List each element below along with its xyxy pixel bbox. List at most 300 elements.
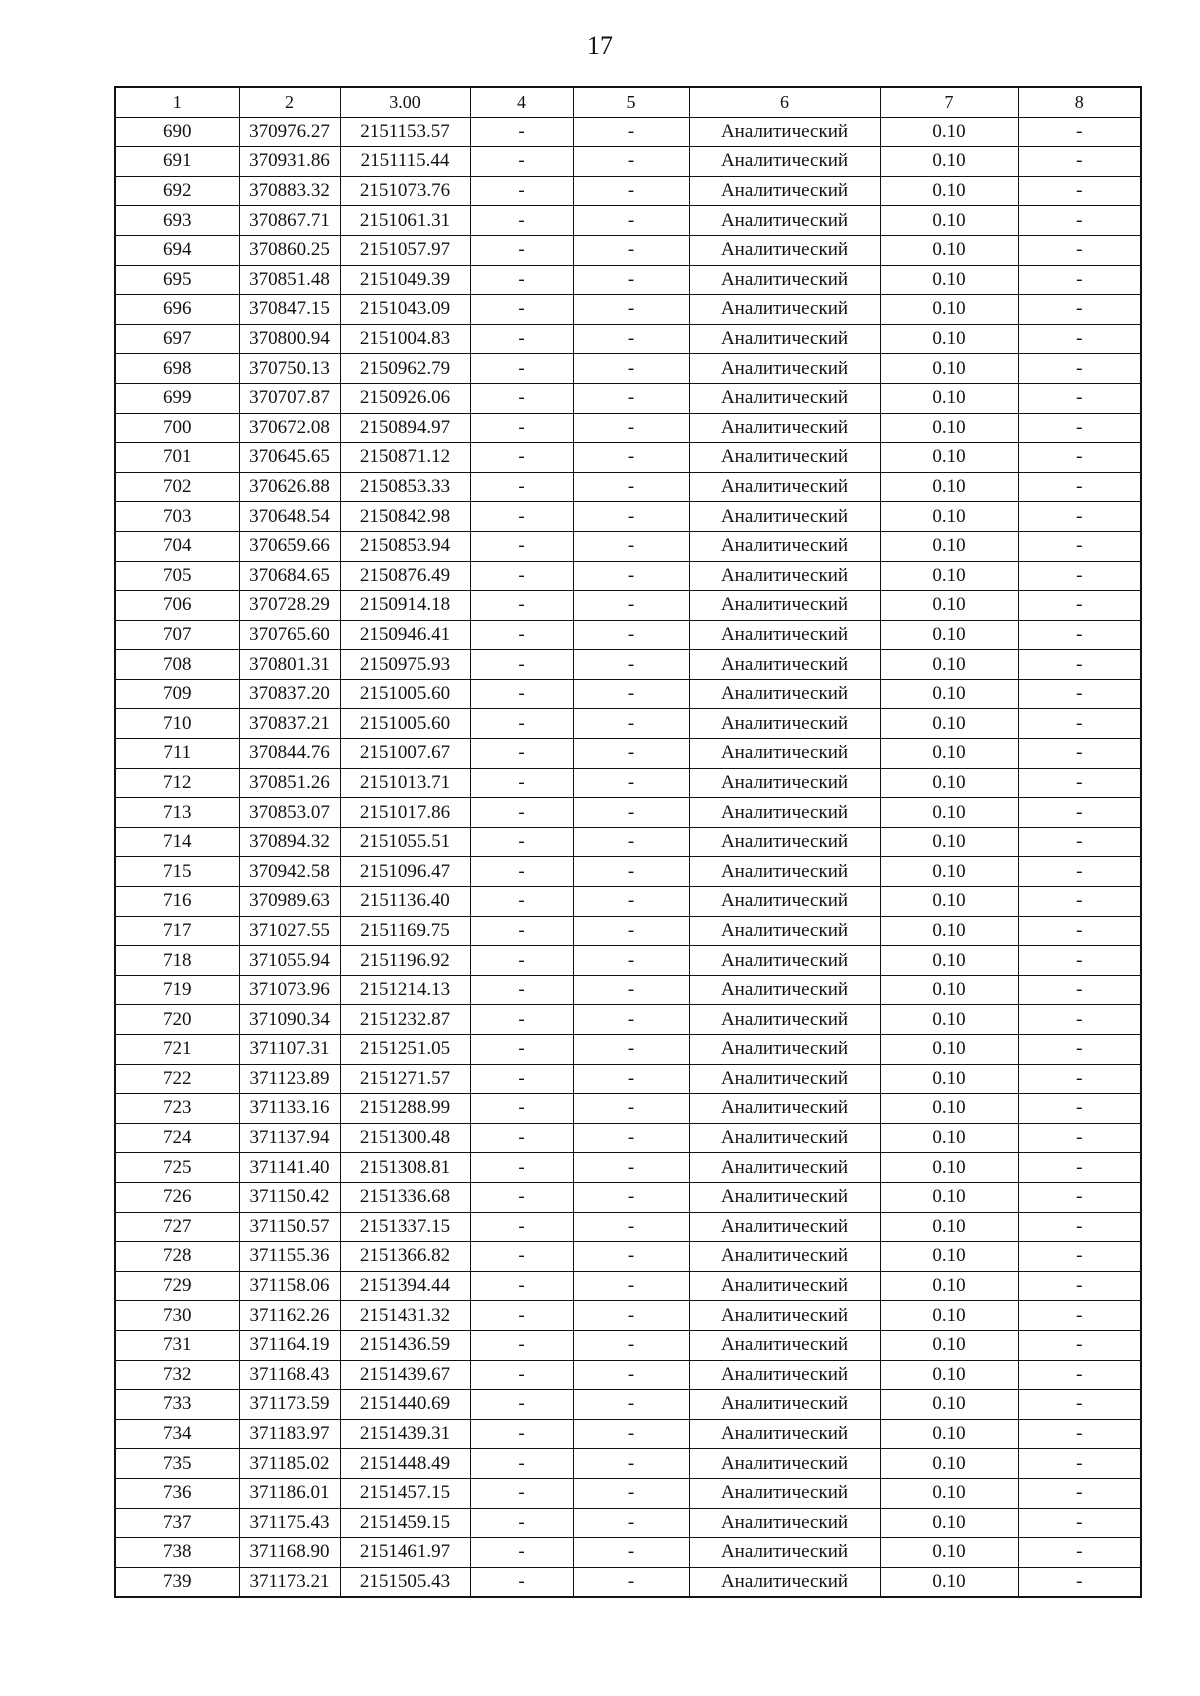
y-coordinate-cell: 2151439.67 <box>340 1360 470 1390</box>
table-row <box>115 887 1141 917</box>
column-5-cell: - <box>573 975 689 1005</box>
accuracy-cell: 0.10 <box>880 531 1018 561</box>
accuracy-cell: 0.10 <box>880 117 1018 147</box>
column-4-cell: - <box>470 1153 573 1183</box>
table-row <box>115 413 1141 443</box>
accuracy-cell: 0.10 <box>880 354 1018 384</box>
column-8-cell: - <box>1018 472 1141 502</box>
point-number-cell: 719 <box>115 975 239 1005</box>
y-coordinate-cell: 2151043.09 <box>340 295 470 325</box>
point-number-cell: 720 <box>115 1005 239 1035</box>
x-coordinate-cell: 371150.42 <box>239 1182 340 1212</box>
column-5-cell: - <box>573 857 689 887</box>
method-cell: Аналитический <box>689 1538 880 1568</box>
column-4-cell: - <box>470 798 573 828</box>
accuracy-cell: 0.10 <box>880 620 1018 650</box>
method-cell: Аналитический <box>689 235 880 265</box>
point-number-cell: 718 <box>115 946 239 976</box>
column-5-cell: - <box>573 1182 689 1212</box>
column-5-cell: - <box>573 443 689 473</box>
accuracy-cell: 0.10 <box>880 709 1018 739</box>
method-cell: Аналитический <box>689 117 880 147</box>
column-4-cell: - <box>470 857 573 887</box>
column-8-cell: - <box>1018 679 1141 709</box>
table-row <box>115 827 1141 857</box>
column-4-cell: - <box>470 1478 573 1508</box>
accuracy-cell: 0.10 <box>880 1567 1018 1597</box>
column-4-cell: - <box>470 1182 573 1212</box>
accuracy-cell: 0.10 <box>880 1419 1018 1449</box>
point-number-cell: 705 <box>115 561 239 591</box>
column-4-cell: - <box>470 739 573 769</box>
table-row <box>115 206 1141 236</box>
y-coordinate-cell: 2151288.99 <box>340 1094 470 1124</box>
method-cell: Аналитический <box>689 1123 880 1153</box>
accuracy-cell: 0.10 <box>880 679 1018 709</box>
table-row <box>115 1419 1141 1449</box>
method-cell: Аналитический <box>689 1567 880 1597</box>
column-5-cell: - <box>573 265 689 295</box>
y-coordinate-cell: 2151431.32 <box>340 1301 470 1331</box>
column-4-cell: - <box>470 1508 573 1538</box>
column-4-cell: - <box>470 443 573 473</box>
accuracy-cell: 0.10 <box>880 1035 1018 1065</box>
column-5-cell: - <box>573 887 689 917</box>
method-cell: Аналитический <box>689 502 880 532</box>
x-coordinate-cell: 370707.87 <box>239 383 340 413</box>
column-8-cell: - <box>1018 176 1141 206</box>
accuracy-cell: 0.10 <box>880 1360 1018 1390</box>
point-number-cell: 729 <box>115 1271 239 1301</box>
column-5-cell: - <box>573 1005 689 1035</box>
table-row <box>115 235 1141 265</box>
accuracy-cell: 0.10 <box>880 1094 1018 1124</box>
point-number-cell: 690 <box>115 117 239 147</box>
x-coordinate-cell: 370853.07 <box>239 798 340 828</box>
point-number-cell: 732 <box>115 1360 239 1390</box>
point-number-cell: 738 <box>115 1538 239 1568</box>
x-coordinate-cell: 370851.26 <box>239 768 340 798</box>
method-cell: Аналитический <box>689 472 880 502</box>
x-coordinate-cell: 371164.19 <box>239 1330 340 1360</box>
table-row <box>115 1360 1141 1390</box>
column-8-cell: - <box>1018 413 1141 443</box>
column-8-cell: - <box>1018 1390 1141 1420</box>
column-5-cell: - <box>573 591 689 621</box>
x-coordinate-cell: 371175.43 <box>239 1508 340 1538</box>
column-5-cell: - <box>573 206 689 236</box>
method-cell: Аналитический <box>689 827 880 857</box>
point-number-cell: 704 <box>115 531 239 561</box>
point-number-cell: 712 <box>115 768 239 798</box>
y-coordinate-cell: 2151214.13 <box>340 975 470 1005</box>
point-number-cell: 713 <box>115 798 239 828</box>
point-number-cell: 699 <box>115 383 239 413</box>
column-4-cell: - <box>470 1064 573 1094</box>
column-4-cell: - <box>470 235 573 265</box>
column-8-cell: - <box>1018 739 1141 769</box>
table-row <box>115 620 1141 650</box>
column-5-cell: - <box>573 1094 689 1124</box>
column-4-cell: - <box>470 1449 573 1479</box>
column-8-cell: - <box>1018 1508 1141 1538</box>
column-5-cell: - <box>573 916 689 946</box>
method-cell: Аналитический <box>689 206 880 236</box>
method-cell: Аналитический <box>689 709 880 739</box>
column-4-cell: - <box>470 1330 573 1360</box>
accuracy-cell: 0.10 <box>880 739 1018 769</box>
column-8-cell: - <box>1018 946 1141 976</box>
y-coordinate-cell: 2151004.83 <box>340 324 470 354</box>
column-5-cell: - <box>573 324 689 354</box>
column-8-cell: - <box>1018 1330 1141 1360</box>
table-row <box>115 472 1141 502</box>
table-row <box>115 1449 1141 1479</box>
column-8-cell: - <box>1018 1538 1141 1568</box>
accuracy-cell: 0.10 <box>880 1508 1018 1538</box>
accuracy-cell: 0.10 <box>880 235 1018 265</box>
y-coordinate-cell: 2151073.76 <box>340 176 470 206</box>
accuracy-cell: 0.10 <box>880 295 1018 325</box>
y-coordinate-cell: 2151005.60 <box>340 679 470 709</box>
point-number-cell: 703 <box>115 502 239 532</box>
point-number-cell: 734 <box>115 1419 239 1449</box>
column-8-cell: - <box>1018 887 1141 917</box>
column-8-cell: - <box>1018 1478 1141 1508</box>
column-5-cell: - <box>573 1390 689 1420</box>
column-5-cell: - <box>573 1123 689 1153</box>
column-4-cell: - <box>470 1538 573 1568</box>
column-8-cell: - <box>1018 1094 1141 1124</box>
table-row <box>115 946 1141 976</box>
x-coordinate-cell: 370837.21 <box>239 709 340 739</box>
column-4-cell: - <box>470 117 573 147</box>
y-coordinate-cell: 2151308.81 <box>340 1153 470 1183</box>
column-5-cell: - <box>573 1212 689 1242</box>
table-row <box>115 739 1141 769</box>
column-4-cell: - <box>470 324 573 354</box>
table-row <box>115 591 1141 621</box>
point-number-cell: 710 <box>115 709 239 739</box>
x-coordinate-cell: 370847.15 <box>239 295 340 325</box>
table-row <box>115 265 1141 295</box>
column-5-cell: - <box>573 117 689 147</box>
y-coordinate-cell: 2151013.71 <box>340 768 470 798</box>
column-header: 5 <box>573 87 689 117</box>
accuracy-cell: 0.10 <box>880 1330 1018 1360</box>
column-4-cell: - <box>470 768 573 798</box>
column-5-cell: - <box>573 798 689 828</box>
point-number-cell: 706 <box>115 591 239 621</box>
method-cell: Аналитический <box>689 1271 880 1301</box>
table-row <box>115 1508 1141 1538</box>
y-coordinate-cell: 2151136.40 <box>340 887 470 917</box>
point-number-cell: 737 <box>115 1508 239 1538</box>
accuracy-cell: 0.10 <box>880 206 1018 236</box>
column-5-cell: - <box>573 946 689 976</box>
point-number-cell: 695 <box>115 265 239 295</box>
x-coordinate-cell: 371168.90 <box>239 1538 340 1568</box>
point-number-cell: 694 <box>115 235 239 265</box>
column-5-cell: - <box>573 354 689 384</box>
point-number-cell: 721 <box>115 1035 239 1065</box>
column-5-cell: - <box>573 650 689 680</box>
column-8-cell: - <box>1018 650 1141 680</box>
y-coordinate-cell: 2150975.93 <box>340 650 470 680</box>
x-coordinate-cell: 371073.96 <box>239 975 340 1005</box>
x-coordinate-cell: 370801.31 <box>239 650 340 680</box>
accuracy-cell: 0.10 <box>880 916 1018 946</box>
y-coordinate-cell: 2150894.97 <box>340 413 470 443</box>
x-coordinate-cell: 371155.36 <box>239 1242 340 1272</box>
x-coordinate-cell: 370867.71 <box>239 206 340 236</box>
x-coordinate-cell: 370837.20 <box>239 679 340 709</box>
column-header: 6 <box>689 87 880 117</box>
table-row <box>115 1153 1141 1183</box>
y-coordinate-cell: 2151457.15 <box>340 1478 470 1508</box>
y-coordinate-cell: 2151115.44 <box>340 147 470 177</box>
method-cell: Аналитический <box>689 1182 880 1212</box>
x-coordinate-cell: 371183.97 <box>239 1419 340 1449</box>
y-coordinate-cell: 2151096.47 <box>340 857 470 887</box>
point-number-cell: 715 <box>115 857 239 887</box>
column-8-cell: - <box>1018 1123 1141 1153</box>
column-5-cell: - <box>573 1419 689 1449</box>
accuracy-cell: 0.10 <box>880 1271 1018 1301</box>
x-coordinate-cell: 370800.94 <box>239 324 340 354</box>
accuracy-cell: 0.10 <box>880 1212 1018 1242</box>
accuracy-cell: 0.10 <box>880 176 1018 206</box>
x-coordinate-cell: 370883.32 <box>239 176 340 206</box>
column-4-cell: - <box>470 147 573 177</box>
accuracy-cell: 0.10 <box>880 1005 1018 1035</box>
accuracy-cell: 0.10 <box>880 1449 1018 1479</box>
column-8-cell: - <box>1018 147 1141 177</box>
point-number-cell: 707 <box>115 620 239 650</box>
x-coordinate-cell: 370672.08 <box>239 413 340 443</box>
x-coordinate-cell: 370626.88 <box>239 472 340 502</box>
x-coordinate-cell: 371055.94 <box>239 946 340 976</box>
y-coordinate-cell: 2151232.87 <box>340 1005 470 1035</box>
table-row <box>115 324 1141 354</box>
y-coordinate-cell: 2150876.49 <box>340 561 470 591</box>
x-coordinate-cell: 370684.65 <box>239 561 340 591</box>
column-4-cell: - <box>470 531 573 561</box>
method-cell: Аналитический <box>689 887 880 917</box>
accuracy-cell: 0.10 <box>880 650 1018 680</box>
column-5-cell: - <box>573 1508 689 1538</box>
y-coordinate-cell: 2151366.82 <box>340 1242 470 1272</box>
accuracy-cell: 0.10 <box>880 1182 1018 1212</box>
table-row <box>115 709 1141 739</box>
accuracy-cell: 0.10 <box>880 383 1018 413</box>
x-coordinate-cell: 370765.60 <box>239 620 340 650</box>
column-5-cell: - <box>573 1153 689 1183</box>
y-coordinate-cell: 2150853.33 <box>340 472 470 502</box>
method-cell: Аналитический <box>689 1419 880 1449</box>
table-row <box>115 1005 1141 1035</box>
point-number-cell: 735 <box>115 1449 239 1479</box>
x-coordinate-cell: 370728.29 <box>239 591 340 621</box>
column-8-cell: - <box>1018 1271 1141 1301</box>
coordinates-table <box>114 86 1142 1598</box>
table-row <box>115 1301 1141 1331</box>
table-row <box>115 650 1141 680</box>
table-row <box>115 295 1141 325</box>
column-4-cell: - <box>470 887 573 917</box>
column-5-cell: - <box>573 383 689 413</box>
column-4-cell: - <box>470 1005 573 1035</box>
column-4-cell: - <box>470 1301 573 1331</box>
table-header-row <box>115 87 1141 117</box>
column-5-cell: - <box>573 1035 689 1065</box>
y-coordinate-cell: 2151300.48 <box>340 1123 470 1153</box>
x-coordinate-cell: 370976.27 <box>239 117 340 147</box>
method-cell: Аналитический <box>689 591 880 621</box>
method-cell: Аналитический <box>689 1330 880 1360</box>
y-coordinate-cell: 2151007.67 <box>340 739 470 769</box>
table-row <box>115 1035 1141 1065</box>
method-cell: Аналитический <box>689 1508 880 1538</box>
point-number-cell: 731 <box>115 1330 239 1360</box>
x-coordinate-cell: 371186.01 <box>239 1478 340 1508</box>
column-5-cell: - <box>573 502 689 532</box>
column-5-cell: - <box>573 1301 689 1331</box>
table-row <box>115 1271 1141 1301</box>
method-cell: Аналитический <box>689 1360 880 1390</box>
column-8-cell: - <box>1018 324 1141 354</box>
column-8-cell: - <box>1018 1301 1141 1331</box>
accuracy-cell: 0.10 <box>880 1301 1018 1331</box>
column-4-cell: - <box>470 295 573 325</box>
table-row <box>115 383 1141 413</box>
x-coordinate-cell: 371090.34 <box>239 1005 340 1035</box>
column-header: 4 <box>470 87 573 117</box>
table-row <box>115 1330 1141 1360</box>
accuracy-cell: 0.10 <box>880 798 1018 828</box>
method-cell: Аналитический <box>689 768 880 798</box>
column-8-cell: - <box>1018 768 1141 798</box>
x-coordinate-cell: 371173.21 <box>239 1567 340 1597</box>
column-header: 7 <box>880 87 1018 117</box>
method-cell: Аналитический <box>689 1005 880 1035</box>
table-row <box>115 916 1141 946</box>
column-8-cell: - <box>1018 591 1141 621</box>
column-8-cell: - <box>1018 620 1141 650</box>
x-coordinate-cell: 370648.54 <box>239 502 340 532</box>
method-cell: Аналитический <box>689 295 880 325</box>
y-coordinate-cell: 2151394.44 <box>340 1271 470 1301</box>
method-cell: Аналитический <box>689 1390 880 1420</box>
column-5-cell: - <box>573 620 689 650</box>
method-cell: Аналитический <box>689 531 880 561</box>
method-cell: Аналитический <box>689 1449 880 1479</box>
table-row <box>115 798 1141 828</box>
table-row <box>115 147 1141 177</box>
column-4-cell: - <box>470 1360 573 1390</box>
x-coordinate-cell: 370851.48 <box>239 265 340 295</box>
column-8-cell: - <box>1018 857 1141 887</box>
table-row <box>115 117 1141 147</box>
method-cell: Аналитический <box>689 1212 880 1242</box>
table-row <box>115 679 1141 709</box>
column-8-cell: - <box>1018 354 1141 384</box>
table-row <box>115 1123 1141 1153</box>
column-8-cell: - <box>1018 502 1141 532</box>
y-coordinate-cell: 2150853.94 <box>340 531 470 561</box>
y-coordinate-cell: 2151440.69 <box>340 1390 470 1420</box>
y-coordinate-cell: 2151057.97 <box>340 235 470 265</box>
column-5-cell: - <box>573 709 689 739</box>
column-4-cell: - <box>470 916 573 946</box>
point-number-cell: 696 <box>115 295 239 325</box>
point-number-cell: 723 <box>115 1094 239 1124</box>
column-5-cell: - <box>573 827 689 857</box>
point-number-cell: 730 <box>115 1301 239 1331</box>
table-row <box>115 354 1141 384</box>
method-cell: Аналитический <box>689 354 880 384</box>
point-number-cell: 702 <box>115 472 239 502</box>
column-4-cell: - <box>470 472 573 502</box>
point-number-cell: 725 <box>115 1153 239 1183</box>
x-coordinate-cell: 371158.06 <box>239 1271 340 1301</box>
point-number-cell: 728 <box>115 1242 239 1272</box>
column-5-cell: - <box>573 295 689 325</box>
column-4-cell: - <box>470 1419 573 1449</box>
column-8-cell: - <box>1018 916 1141 946</box>
y-coordinate-cell: 2151461.97 <box>340 1538 470 1568</box>
point-number-cell: 692 <box>115 176 239 206</box>
column-5-cell: - <box>573 1064 689 1094</box>
column-8-cell: - <box>1018 798 1141 828</box>
method-cell: Аналитический <box>689 1153 880 1183</box>
point-number-cell: 697 <box>115 324 239 354</box>
y-coordinate-cell: 2151336.68 <box>340 1182 470 1212</box>
point-number-cell: 722 <box>115 1064 239 1094</box>
table-row <box>115 561 1141 591</box>
point-number-cell: 709 <box>115 679 239 709</box>
point-number-cell: 717 <box>115 916 239 946</box>
x-coordinate-cell: 371173.59 <box>239 1390 340 1420</box>
column-5-cell: - <box>573 147 689 177</box>
column-4-cell: - <box>470 1094 573 1124</box>
column-5-cell: - <box>573 1478 689 1508</box>
table-row <box>115 502 1141 532</box>
point-number-cell: 701 <box>115 443 239 473</box>
method-cell: Аналитический <box>689 1301 880 1331</box>
method-cell: Аналитический <box>689 975 880 1005</box>
column-8-cell: - <box>1018 1182 1141 1212</box>
method-cell: Аналитический <box>689 1242 880 1272</box>
y-coordinate-cell: 2150946.41 <box>340 620 470 650</box>
method-cell: Аналитический <box>689 1064 880 1094</box>
point-number-cell: 698 <box>115 354 239 384</box>
accuracy-cell: 0.10 <box>880 1390 1018 1420</box>
accuracy-cell: 0.10 <box>880 265 1018 295</box>
x-coordinate-cell: 371137.94 <box>239 1123 340 1153</box>
column-4-cell: - <box>470 827 573 857</box>
table-row <box>115 1538 1141 1568</box>
point-number-cell: 693 <box>115 206 239 236</box>
column-4-cell: - <box>470 561 573 591</box>
x-coordinate-cell: 370659.66 <box>239 531 340 561</box>
y-coordinate-cell: 2151271.57 <box>340 1064 470 1094</box>
column-8-cell: - <box>1018 443 1141 473</box>
method-cell: Аналитический <box>689 383 880 413</box>
column-4-cell: - <box>470 206 573 236</box>
accuracy-cell: 0.10 <box>880 857 1018 887</box>
x-coordinate-cell: 371133.16 <box>239 1094 340 1124</box>
